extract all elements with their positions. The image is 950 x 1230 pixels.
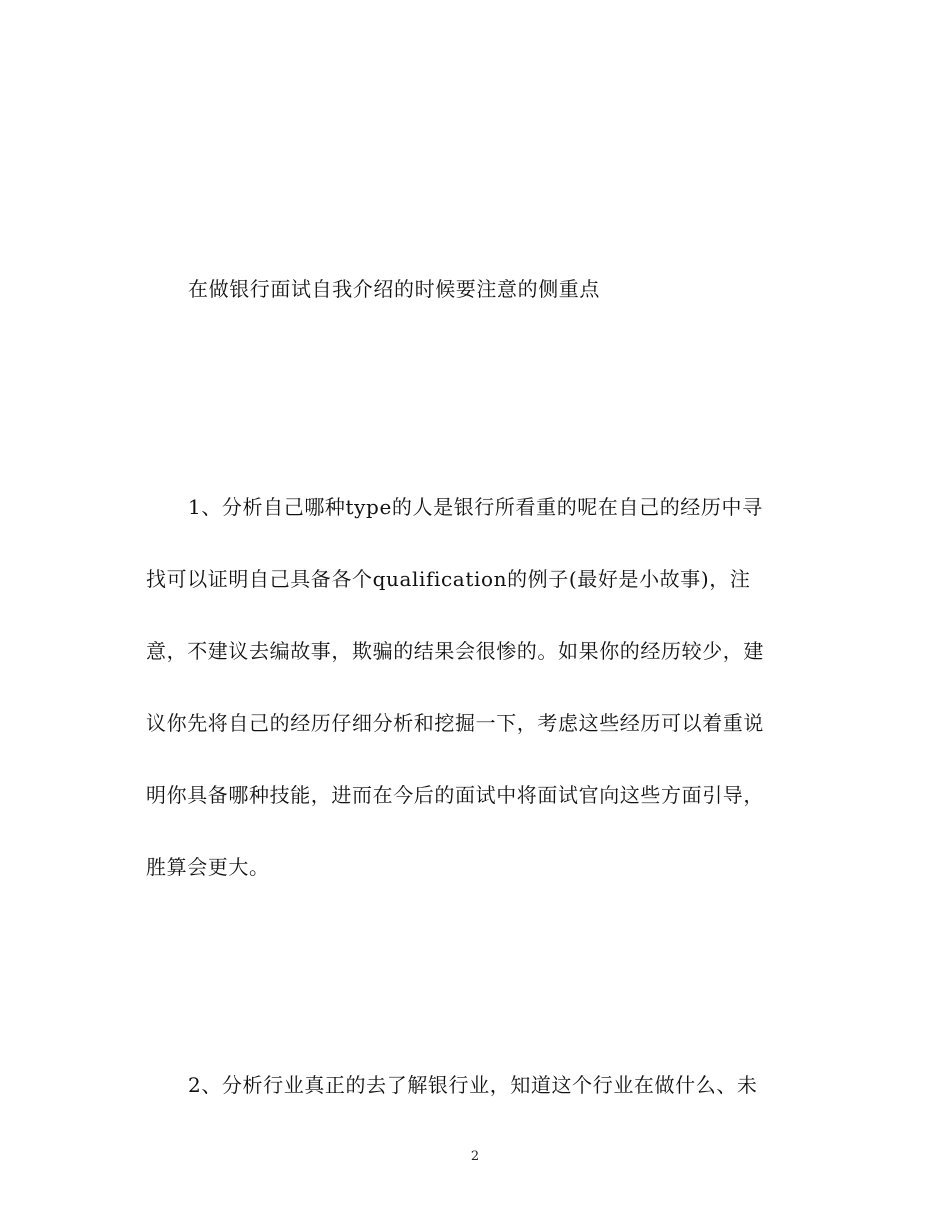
paragraph-1-line-2: 找可以证明自己具备各个qualification的例子(最好是小故事)，注 [146,567,751,591]
paragraph-1-line-5: 明你具备哪种技能，进而在今后的面试中将面试官向这些方面引导， [146,783,764,807]
paragraph-1-line-3: 意，不建议去编故事，欺骗的结果会很惨的。如果你的经历较少，建 [146,639,764,663]
paragraph-1-line-4: 议你先将自己的经历仔细分析和挖掘一下，考虑这些经历可以着重说 [146,711,764,735]
page-number: 2 [470,1149,480,1164]
paragraph-1-line-6: 胜算会更大。 [146,855,270,879]
paragraph-2-line-1: 2、分析行业真正的去了解银行业，知道这个行业在做什么、未 [188,1073,758,1097]
paragraph-1-line-1: 1、分析自己哪种type的人是银行所看重的呢在自己的经历中寻 [188,495,763,519]
document-title: 在做银行面试自我介绍的时候要注意的侧重点 [188,277,600,301]
